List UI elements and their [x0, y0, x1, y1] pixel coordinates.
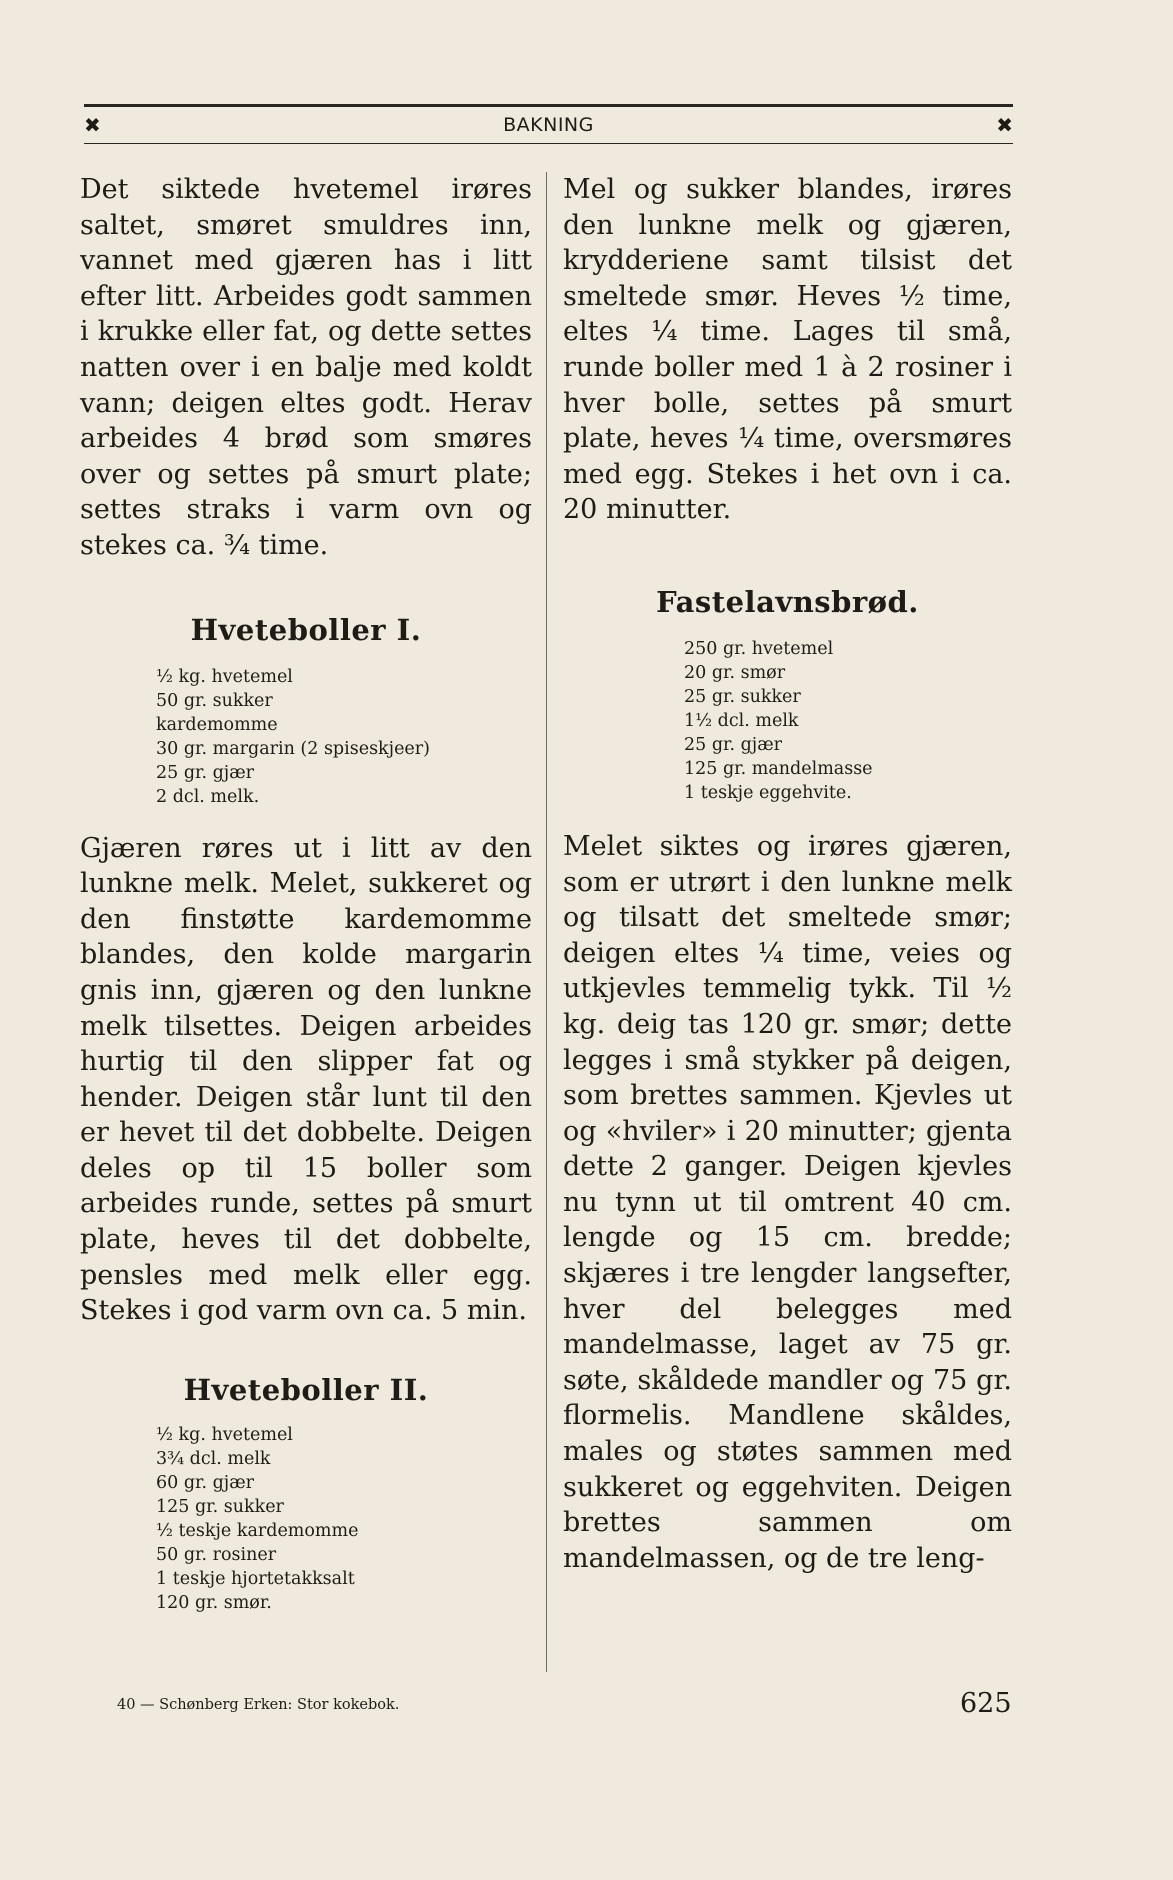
- page-number: 625: [960, 1688, 1012, 1719]
- ingredient-item: kardemomme: [156, 714, 278, 735]
- intro-paragraph: Det siktede hvetemel irøres saltet, smøret smuldres inn, vannet med gjæren has i litt efter litt. Arbeides godt sammen i krukke eller fat, og dette settes natten over i en balje med koldt vann; deigen eltes godt. Herav arbeides 4 brød som smøres over og settes på smurt plate; settes straks i varm ovn og stekes ca. ¾ time.: [80, 174, 532, 561]
- left-column: [80, 172, 532, 1615]
- ingredient-item: 60 gr. gjær: [156, 1472, 255, 1493]
- ingredient-item: ½ teskje kardemomme: [156, 1520, 359, 1541]
- recipe-title-fastelavnsbrod: Fastelavnsbrød.: [656, 584, 919, 619]
- header-ornament-left: ✖: [84, 113, 101, 137]
- ingredient-item: 125 gr. mandelmasse: [684, 758, 873, 779]
- running-header: [84, 104, 1013, 144]
- ingredient-item: 3¾ dcl. melk: [156, 1448, 271, 1469]
- ingredient-item: 25 gr. sukker: [684, 686, 801, 707]
- ingredient-item: 25 gr. gjær: [684, 734, 783, 755]
- ingredient-item: 1½ dcl. melk: [684, 710, 799, 731]
- method-fastelavnsbrod: Melet siktes og irøres gjæren, som er utrørt i den lunkne melk og tilsatt det smeltede smør; deigen eltes ¼ time, veies og utkjevles temmelig tykk. Til ½ kg. deig tas 120 gr. smør; dette legges i små stykker på deigen, som brettes sammen. Kjevles ut og «hviler» i 20 minutter; gjenta dette 2 ganger. Deigen kjevles nu tynn ut til omtrent 40 cm. lengde og 15 cm. bredde; skjæres i tre lengder langsefter, hver del belegges med mandelmasse, laget av 75 gr. søte, skåldede mandler og 75 gr. flormelis. Mandlene skåldes, males og støtes sammen med sukkeret og eggehviten. Deigen brettes sammen om mandelmassen, og de tre leng-: [563, 830, 1012, 1574]
- printer-signature: 40 — Schønberg Erken: Stor kokebok.: [117, 1697, 400, 1713]
- ingredient-list-hveteboller-1: [80, 665, 532, 809]
- ingredient-item: 125 gr. sukker: [156, 1496, 284, 1517]
- header-ornament-right: ✖: [996, 113, 1013, 137]
- ingredient-item: 30 gr. margarin (2 spiseskjeer): [156, 738, 430, 759]
- ingredient-item: 1 teskje eggehvite.: [684, 782, 852, 803]
- recipe-title-hveteboller-1: Hveteboller I.: [190, 612, 422, 647]
- ingredient-item: 2 dcl. melk.: [156, 786, 260, 807]
- ingredient-item: 20 gr. smør: [684, 662, 786, 683]
- column-divider: [546, 172, 547, 1672]
- ingredient-list-hveteboller-2: [80, 1423, 532, 1615]
- method-hveteboller-1: Gjæren røres ut i litt av den lunkne melk. Melet, sukkeret og den finstøtte kardemomme blandes, den kolde margarin gnis inn, gjæren og den lunkne melk tilsettes. Deigen arbeides hurtig til den slipper fat og hender. Deigen står lunt til den er hevet til det dobbelte. Deigen deles op til 15 boller som arbeides runde, settes på smurt plate, heves til det dobbelte, pensles med melk eller egg. Stekes i god varm ovn ca. 5 min.: [80, 832, 532, 1327]
- ingredient-item: 250 gr. hvetemel: [684, 638, 834, 659]
- ingredient-item: ½ kg. hvetemel: [156, 666, 293, 687]
- ingredient-list-fastelavnsbrod: [563, 637, 1012, 805]
- right-column: [563, 172, 1012, 1576]
- ingredient-item: 50 gr. rosiner: [156, 1544, 277, 1565]
- ingredient-item: 25 gr. gjær: [156, 762, 255, 783]
- running-title: BAKNING: [503, 114, 594, 136]
- ingredient-item: 50 gr. sukker: [156, 690, 273, 711]
- recipe-title-hveteboller-2: Hveteboller II.: [183, 1372, 429, 1407]
- ingredient-item: 1 teskje hjortetakksalt: [156, 1568, 355, 1589]
- ingredient-item: ½ kg. hvetemel: [156, 1424, 293, 1445]
- ingredient-item: 120 gr. smør.: [156, 1592, 272, 1613]
- continuation-paragraph: Mel og sukker blandes, irøres den lunkne melk og gjæren, krydderiene samt tilsist det smeltede smør. Heves ½ time, eltes ¼ time. Lages til små, runde boller med 1 à 2 rosiner i hver bolle, settes på smurt plate, heves ¼ time, oversmøres med egg. Stekes i het ovn i ca. 20 minutter.: [563, 174, 1012, 526]
